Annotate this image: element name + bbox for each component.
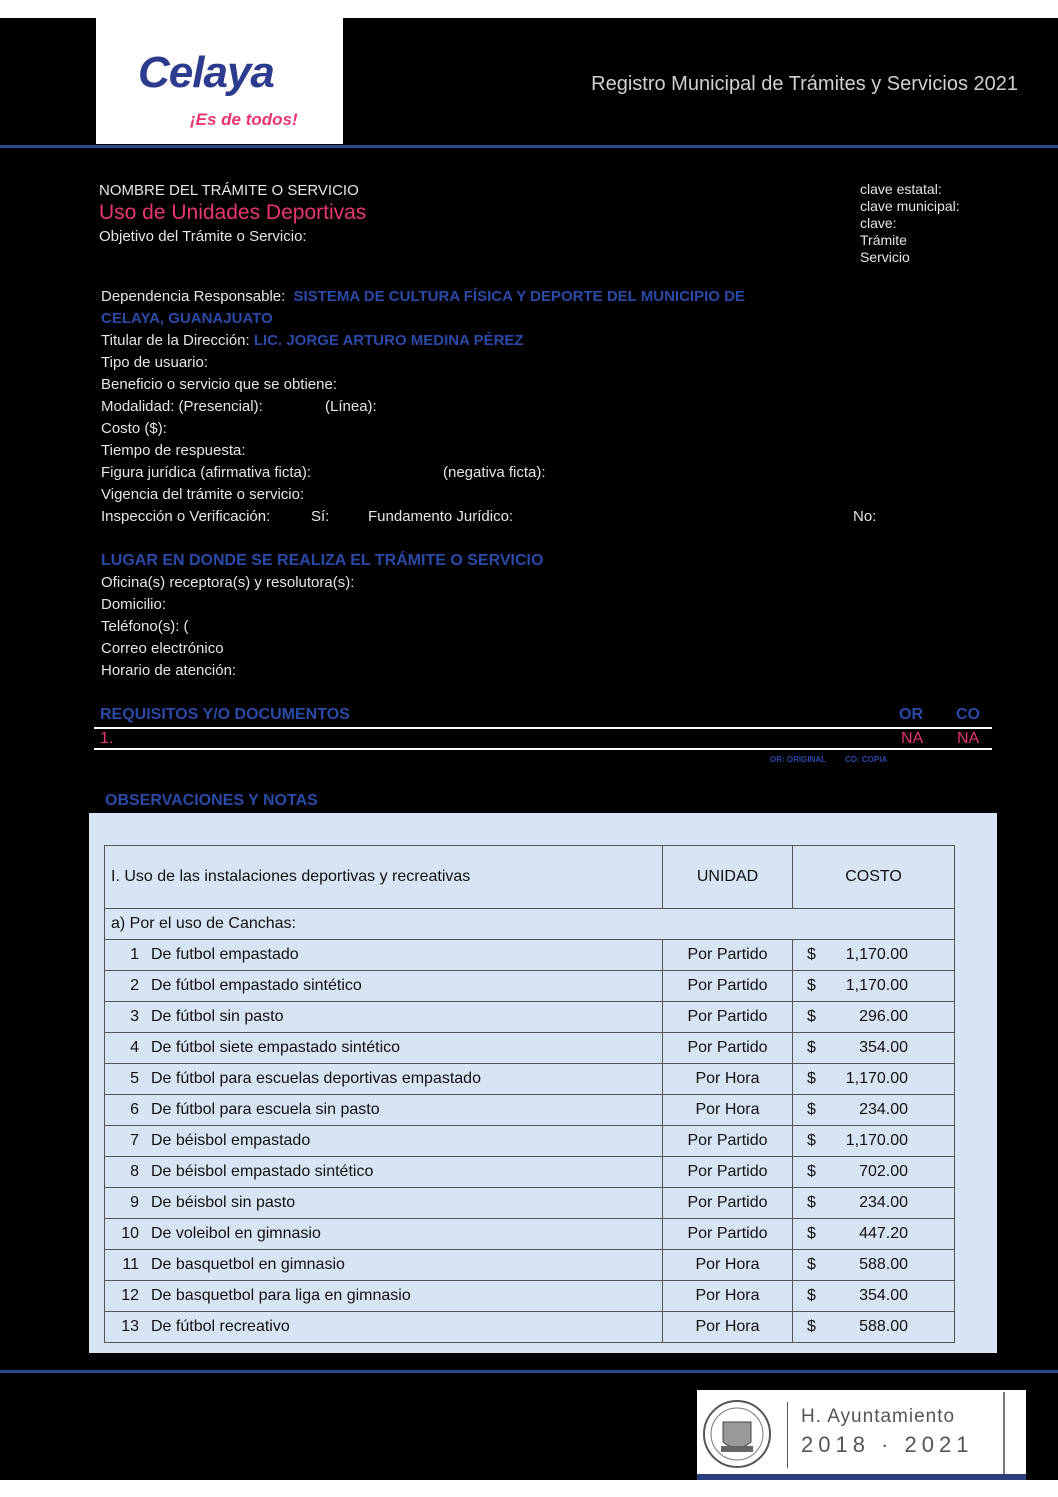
fee-row bbox=[105, 1281, 955, 1312]
cost-column-header: COSTO bbox=[793, 846, 955, 909]
fees-table-title: I. Uso de las instalaciones deportivas y recreativas bbox=[105, 846, 663, 909]
fee-row-number: 5 bbox=[105, 1064, 146, 1095]
fee-row bbox=[105, 1064, 955, 1095]
fee-row-amount: 1,170.00 bbox=[845, 1132, 908, 1149]
fee-row-amount: 296.00 bbox=[859, 1008, 908, 1025]
modalidad-label: Modalidad: (Presencial): bbox=[101, 398, 263, 415]
fee-row-number: 2 bbox=[105, 971, 146, 1002]
municipal-seal-icon bbox=[701, 1398, 773, 1470]
fee-row bbox=[105, 1250, 955, 1281]
fee-row-currency: $ bbox=[807, 1101, 816, 1118]
fee-row bbox=[105, 1312, 955, 1343]
tramite-section-label: NOMBRE DEL TRÁMITE O SERVICIO bbox=[99, 182, 359, 199]
fee-row-description: De fútbol recreativo bbox=[145, 1312, 663, 1343]
fee-row bbox=[105, 1157, 955, 1188]
fee-row-cost bbox=[793, 971, 955, 1002]
fee-row bbox=[105, 940, 955, 971]
fees-table bbox=[104, 845, 955, 1343]
fee-row-currency: $ bbox=[807, 946, 816, 963]
fee-row-currency: $ bbox=[807, 1132, 816, 1149]
figura-label: Figura jurídica (afirmativa ficta): bbox=[101, 464, 312, 481]
fee-row-description: De fútbol empastado sintético bbox=[145, 971, 663, 1002]
requisito-item-num: 1. bbox=[100, 730, 114, 747]
badge-separator bbox=[787, 1402, 788, 1468]
fee-row-currency: $ bbox=[807, 1008, 816, 1025]
linea-label: (Línea): bbox=[325, 398, 377, 415]
celaya-logo bbox=[96, 18, 343, 144]
tipo-usuario-label: Tipo de usuario: bbox=[101, 354, 209, 371]
objective-label: Objetivo del Trámite o Servicio: bbox=[99, 228, 307, 245]
ayuntamiento-badge bbox=[697, 1390, 1026, 1480]
fee-row-cost bbox=[793, 1002, 955, 1033]
fee-row-unit: Por Partido bbox=[663, 971, 793, 1002]
domicilio-label: Domicilio: bbox=[101, 596, 167, 613]
fee-row-unit: Por Hora bbox=[663, 1281, 793, 1312]
clave-servicio: Servicio bbox=[860, 249, 910, 265]
fee-row-unit: Por Partido bbox=[663, 1219, 793, 1250]
fee-row bbox=[105, 1188, 955, 1219]
correo-label: Correo electrónico bbox=[101, 640, 224, 657]
fee-row-unit: Por Partido bbox=[663, 1002, 793, 1033]
horario-label: Horario de atención: bbox=[101, 662, 237, 679]
fee-row-cost bbox=[793, 1250, 955, 1281]
clave-tramite: Trámite bbox=[860, 232, 907, 248]
logo-wordmark: Celaya bbox=[138, 48, 274, 97]
fee-row-description: De béisbol empastado sintético bbox=[145, 1157, 663, 1188]
fee-row-description: De fútbol siete empastado sintético bbox=[145, 1033, 663, 1064]
fee-row-amount: 588.00 bbox=[859, 1318, 908, 1335]
fee-row-cost bbox=[793, 1281, 955, 1312]
inspeccion-label: Inspección o Verificación: bbox=[101, 508, 271, 525]
fee-row-description: De béisbol sin pasto bbox=[145, 1188, 663, 1219]
fee-row-amount: 447.20 bbox=[859, 1225, 908, 1242]
fee-row-description: De béisbol empastado bbox=[145, 1126, 663, 1157]
fee-row-number: 10 bbox=[105, 1219, 146, 1250]
fee-row-amount: 1,170.00 bbox=[845, 1070, 908, 1087]
fee-row-cost bbox=[793, 1095, 955, 1126]
fee-row-unit: Por Hora bbox=[663, 1095, 793, 1126]
fee-row-unit: Por Hora bbox=[663, 1312, 793, 1343]
fee-row-cost bbox=[793, 1157, 955, 1188]
fee-row-currency: $ bbox=[807, 1163, 816, 1180]
beneficio-label: Beneficio o servicio que se obtiene: bbox=[101, 376, 337, 393]
col-co-header: CO bbox=[956, 706, 980, 723]
fee-row-cost bbox=[793, 1033, 955, 1064]
fee-row-number: 11 bbox=[105, 1250, 146, 1281]
fee-row-amount: 1,170.00 bbox=[845, 977, 908, 994]
fee-row-number: 4 bbox=[105, 1033, 146, 1064]
fee-row-amount: 234.00 bbox=[859, 1194, 908, 1211]
legend-co: CO: COPIA bbox=[845, 755, 888, 764]
fee-row-cost bbox=[793, 1312, 955, 1343]
si-label: Sí: bbox=[311, 508, 330, 525]
requisitos-heading: REQUISITOS Y/O DOCUMENTOS bbox=[100, 706, 350, 723]
fee-row-description: De futbol empastado bbox=[145, 940, 663, 971]
fundamento-label: Fundamento Jurídico: bbox=[368, 508, 514, 525]
fee-row-unit: Por Partido bbox=[663, 1188, 793, 1219]
fee-row-number: 13 bbox=[105, 1312, 146, 1343]
fee-row-unit: Por Hora bbox=[663, 1064, 793, 1095]
titular-value: LIC. JORGE ARTURO MEDINA PÉREZ bbox=[253, 332, 524, 349]
fee-row-currency: $ bbox=[807, 1287, 816, 1304]
fee-row-number: 7 bbox=[105, 1126, 146, 1157]
requisitos-top-rule bbox=[94, 727, 992, 729]
dependencia-value: SISTEMA DE CULTURA FÍSICA Y DEPORTE DEL MUNICIPIO DE bbox=[293, 288, 745, 305]
negativa-label: (negativa ficta): bbox=[443, 464, 546, 481]
requisito-item-or: NA bbox=[901, 730, 924, 747]
document-page bbox=[0, 18, 1058, 1480]
fee-row-cost bbox=[793, 940, 955, 971]
fee-row-description: De voleibol en gimnasio bbox=[145, 1219, 663, 1250]
fee-row-amount: 354.00 bbox=[859, 1287, 908, 1304]
badge-underline bbox=[697, 1474, 1026, 1480]
oficina-label: Oficina(s) receptora(s) y resolutora(s): bbox=[101, 574, 355, 591]
requisitos-bottom-rule bbox=[94, 748, 992, 750]
fee-row-cost bbox=[793, 1188, 955, 1219]
header-title: Registro Municipal de Trámites y Servicios 2021 bbox=[591, 73, 1018, 95]
legend-or: OR: ORIGINAL bbox=[770, 755, 826, 764]
dependencia-value-cont: CELAYA, GUANAJUATO bbox=[101, 310, 273, 327]
fee-row-amount: 588.00 bbox=[859, 1256, 908, 1273]
badge-edge bbox=[1003, 1392, 1005, 1478]
fee-row-number: 3 bbox=[105, 1002, 146, 1033]
fee-row-unit: Por Partido bbox=[663, 1157, 793, 1188]
fee-row-unit: Por Hora bbox=[663, 1250, 793, 1281]
fee-row-cost bbox=[793, 1219, 955, 1250]
fee-row bbox=[105, 1126, 955, 1157]
fee-row-number: 9 bbox=[105, 1188, 146, 1219]
fee-row-cost bbox=[793, 1126, 955, 1157]
costo-label: Costo ($): bbox=[101, 420, 167, 437]
fee-row-number: 12 bbox=[105, 1281, 146, 1312]
lugar-heading: LUGAR EN DONDE SE REALIZA EL TRÁMITE O SERVICIO bbox=[101, 552, 544, 569]
fee-row-amount: 702.00 bbox=[859, 1163, 908, 1180]
tramite-name: Uso de Unidades Deportivas bbox=[99, 201, 367, 224]
fee-row bbox=[105, 1095, 955, 1126]
observaciones-panel bbox=[89, 813, 997, 1353]
fee-row-description: De basquetbol para liga en gimnasio bbox=[145, 1281, 663, 1312]
fee-row-description: De fútbol sin pasto bbox=[145, 1002, 663, 1033]
fee-row-currency: $ bbox=[807, 1225, 816, 1242]
fee-row-unit: Por Partido bbox=[663, 940, 793, 971]
unit-column-header: UNIDAD bbox=[663, 846, 793, 909]
fee-row-description: De basquetbol en gimnasio bbox=[145, 1250, 663, 1281]
ayuntamiento-label: H. Ayuntamiento bbox=[801, 1406, 956, 1427]
fee-row-cost bbox=[793, 1064, 955, 1095]
clave-municipal: clave municipal: bbox=[860, 198, 960, 214]
clave: clave: bbox=[860, 215, 897, 231]
claves-block bbox=[860, 181, 960, 266]
fee-row bbox=[105, 1033, 955, 1064]
clave-estatal: clave estatal: bbox=[860, 181, 942, 197]
dependencia-label: Dependencia Responsable: bbox=[101, 288, 286, 305]
tiempo-label: Tiempo de respuesta: bbox=[101, 442, 246, 459]
fee-row-description: De fútbol para escuela sin pasto bbox=[145, 1095, 663, 1126]
no-label: No: bbox=[853, 508, 877, 525]
titular-label: Titular de la Dirección: bbox=[101, 332, 250, 349]
fee-row-amount: 1,170.00 bbox=[845, 946, 908, 963]
fee-row-number: 1 bbox=[105, 940, 146, 971]
fees-subheading: a) Por el uso de Canchas: bbox=[105, 909, 955, 940]
fees-header-row bbox=[105, 846, 955, 909]
fee-row-amount: 354.00 bbox=[859, 1039, 908, 1056]
col-or-header: OR bbox=[899, 706, 923, 723]
fee-row bbox=[105, 1002, 955, 1033]
footer-divider bbox=[0, 1370, 1058, 1373]
fee-row-number: 8 bbox=[105, 1157, 146, 1188]
observaciones-heading: OBSERVACIONES Y NOTAS bbox=[105, 792, 318, 809]
dependencia-row bbox=[101, 288, 745, 305]
fee-row-currency: $ bbox=[807, 1318, 816, 1335]
period-label: 2018 · 2021 bbox=[801, 1432, 974, 1457]
fee-row-unit: Por Partido bbox=[663, 1126, 793, 1157]
fee-row-currency: $ bbox=[807, 1194, 816, 1211]
fee-row-number: 6 bbox=[105, 1095, 146, 1126]
fee-row-currency: $ bbox=[807, 977, 816, 994]
fee-row-currency: $ bbox=[807, 1070, 816, 1087]
fee-row-amount: 234.00 bbox=[859, 1101, 908, 1118]
fee-row bbox=[105, 1219, 955, 1250]
requisito-item-co: NA bbox=[957, 730, 980, 747]
logo-tagline: ¡Es de todos! bbox=[190, 110, 298, 129]
vigencia-label: Vigencia del trámite o servicio: bbox=[101, 486, 305, 503]
fees-subheading-row bbox=[105, 909, 955, 940]
fee-row-currency: $ bbox=[807, 1039, 816, 1056]
fee-row bbox=[105, 971, 955, 1002]
telefono-label: Teléfono(s): ( bbox=[101, 618, 189, 635]
fee-row-currency: $ bbox=[807, 1256, 816, 1273]
header-divider bbox=[0, 145, 1058, 148]
fee-row-unit: Por Partido bbox=[663, 1033, 793, 1064]
fee-row-description: De fútbol para escuelas deportivas empastado bbox=[145, 1064, 663, 1095]
titular-row bbox=[101, 332, 524, 349]
